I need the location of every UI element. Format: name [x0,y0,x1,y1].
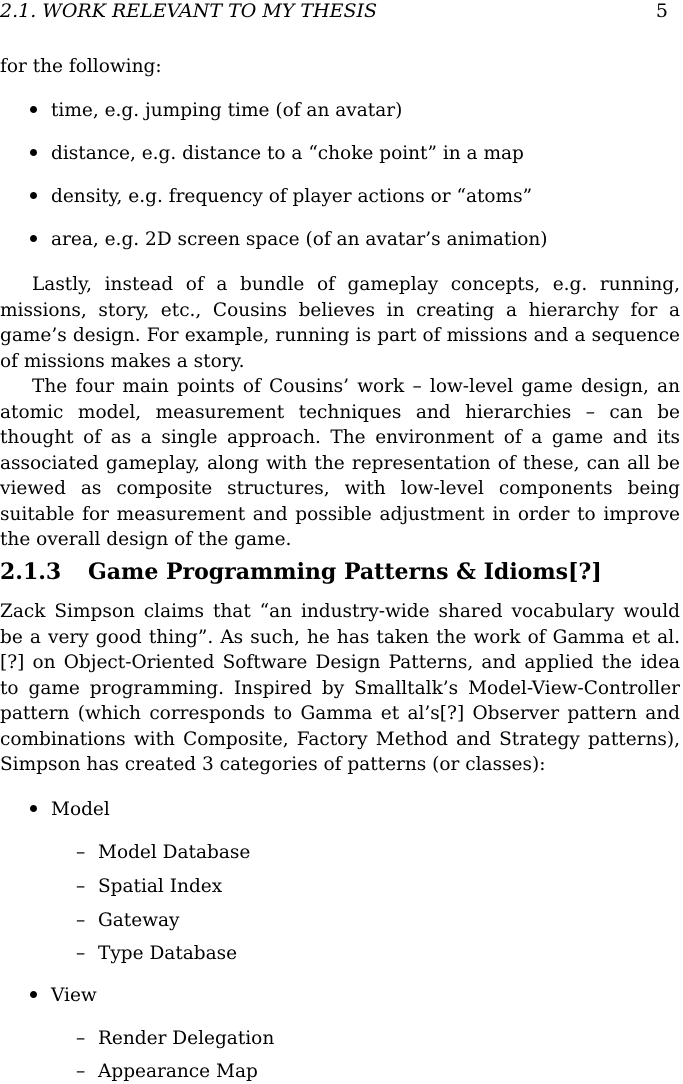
measure-bullet [30,184,532,209]
intro-line: for the following: [0,56,162,77]
dash-icon: – [76,943,86,964]
sub-item-text: Render Delegation [98,1028,275,1049]
bullet-dot-icon [30,149,37,156]
bullet-text: area, e.g. 2D screen space (of an avatar’s animation) [51,229,548,250]
paragraph-simpson: Zack Simpson claims that “an industry-wide shared vocabulary would be a very good thing”. As such, he has taken the work of Gamma et al.[?] on Object-Oriented Software Design Patterns, and applied the idea to game programming. Inspired by Smalltalk’s Model-View-Controller pattern (which corresponds to Gamma et al’s[?] Observer pattern and combinations with Composite, Factory Method and Strategy patterns), Simpson has created 3 categories of patterns (or classes): [0,601,680,775]
sub-list-item [76,908,180,933]
running-head-section: 2.1. WORK RELEVANT TO MY THESIS [0,0,378,22]
measure-bullet [30,227,548,252]
dash-icon: – [76,842,86,863]
category-bullet [30,797,110,822]
section-heading [0,557,680,587]
bullet-dot-icon [30,235,37,242]
category-bullet [30,983,97,1008]
bullet-dot-icon [30,106,37,113]
sub-item-text: Spatial Index [98,876,223,897]
bullet-text: density, e.g. frequency of player actions or “atoms” [51,186,533,207]
dash-icon: – [76,1061,86,1082]
dash-icon: – [76,910,86,931]
section-title: Game Programming Patterns & Idioms[?] [88,559,602,585]
bullet-dot-icon [30,192,37,199]
sub-item-text: Gateway [98,910,180,931]
sub-list-item [76,941,237,966]
sub-item-text: Model Database [98,842,251,863]
measure-bullet [30,98,402,123]
section-number: 2.1.3 [0,559,62,585]
bullet-text: distance, e.g. distance to a “choke point” in a map [51,143,524,164]
paragraph-lastly: Lastly, instead of a bundle of gameplay concepts, e.g. running, missions, story, etc., Cousins believes in creating a hierarchy for a game’s design. For example, running is part of missions and a sequence of missions makes a story. [0,274,680,372]
bullet-dot-icon [30,805,37,812]
bullet-text: time, e.g. jumping time (of an avatar) [51,100,403,121]
page-number: 5 [655,0,668,22]
running-head [0,0,680,22]
dash-icon: – [76,876,86,897]
dash-icon: – [76,1028,86,1049]
sub-list-item [76,840,250,865]
sub-item-text: Type Database [98,943,238,964]
category-name: Model [51,799,110,820]
category-name: View [51,985,97,1006]
bullet-dot-icon [30,991,37,998]
sub-list-item [76,1026,274,1051]
sub-list-item [76,1059,258,1084]
paragraph-four-points: The four main points of Cousins’ work – low-level game design, an atomic model, measurement techniques and hierarchies – can be thought of as a single approach. The environment of a game and its associated gameplay, along with the representation of these, can all be viewed as composite structures, with low-level components being suitable for measurement and possible adjustment in order to improve the overall design of the game. [0,376,680,550]
measure-bullet [30,141,524,166]
sub-list-item [76,874,222,899]
sub-item-text: Appearance Map [98,1061,258,1082]
